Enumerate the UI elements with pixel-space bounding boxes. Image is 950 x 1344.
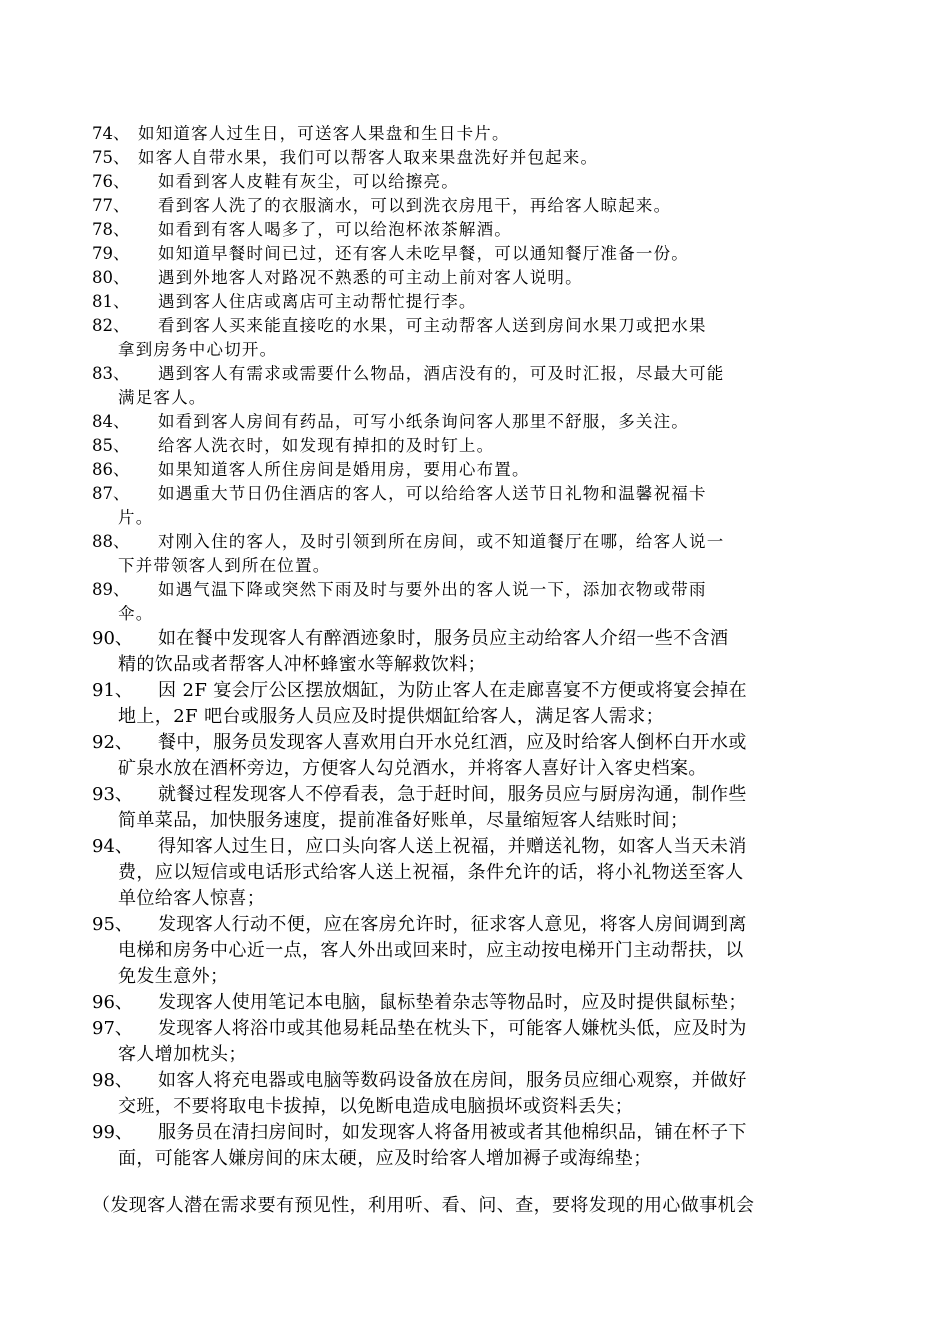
item-number: 89、 <box>92 580 130 599</box>
list-item <box>92 990 862 1016</box>
item-number: 97、 <box>92 1018 133 1039</box>
item-number: 88、 <box>92 532 130 551</box>
list-item <box>92 1068 862 1120</box>
item-number: 94、 <box>92 836 133 857</box>
item-text: 给客人洗衣时，如发现有掉扣的及时钉上。 <box>158 436 495 455</box>
list-item <box>92 170 862 194</box>
item-text: 发现客人行动不便，应在客房允许时，征求客人意见，将客人房间调到离 <box>158 914 747 935</box>
list-item <box>92 410 862 434</box>
list-item <box>92 242 862 266</box>
item-text: 对刚入住的客人，及时引领到所在房间，或不知道餐厅在哪，给客人说一 <box>158 532 725 551</box>
list-item <box>92 194 862 218</box>
item-text: 因 2F 宴会厅公区摆放烟缸，为防止客人在走廊喜宴不方便或将宴会掉在 <box>158 680 747 701</box>
list-item <box>92 626 862 678</box>
list-item <box>92 578 862 626</box>
item-text: 如客人将充电器或电脑等数码设备放在房间，服务员应细心观察，并做好 <box>158 1070 747 1091</box>
item-text-continued: 拿到房务中心切开。 <box>118 340 278 359</box>
item-text: 如知道早餐时间已过，还有客人未吃早餐，可以通知餐厅准备一份。 <box>158 244 689 263</box>
item-text-continued: 简单菜品，加快服务速度，提前准备好账单，尽量缩短客人结账时间； <box>118 810 689 831</box>
item-text-continued: 下并带领客人到所在位置。 <box>118 556 331 575</box>
item-text: 得知客人过生日，应口头向客人送上祝福，并赠送礼物，如客人当天未消 <box>158 836 747 857</box>
item-text: 就餐过程发现客人不停看表，急于赶时间，服务员应与厨房沟通，制作些 <box>158 784 747 805</box>
item-number: 99、 <box>92 1122 133 1143</box>
service-tips-list <box>92 122 862 1172</box>
list-item <box>92 290 862 314</box>
item-text-continued: 单位给客人惊喜； <box>118 888 266 909</box>
item-text-continued: 面，可能客人嫌房间的床太硬，应及时给客人增加褥子或海绵垫； <box>118 1148 652 1169</box>
item-text: 如果知道客人所住房间是婚用房，要用心布置。 <box>158 460 530 479</box>
item-text: 遇到客人住店或离店可主动帮忙提行李。 <box>158 292 477 311</box>
list-item <box>92 122 862 146</box>
item-text: 如看到客人房间有药品，可写小纸条询问客人那里不舒服，多关注。 <box>158 412 689 431</box>
item-text: 看到客人洗了的衣服滴水，可以到洗衣房甩干，再给客人晾起来。 <box>158 196 672 215</box>
item-number: 84、 <box>92 412 130 431</box>
item-number: 92、 <box>92 732 133 753</box>
item-text: 遇到客人有需求或需要什么物品，酒店没有的，可及时汇报，尽最大可能 <box>158 364 725 383</box>
item-text-continued: 电梯和房务中心近一点，客人外出或回来时，应主动按电梯开门主动帮扶，以 <box>118 940 744 961</box>
list-item <box>92 530 862 578</box>
item-text: 如看到客人皮鞋有灰尘，可以给擦亮。 <box>158 172 459 191</box>
list-item <box>92 218 862 242</box>
item-number: 83、 <box>92 364 130 383</box>
item-number: 90、 <box>92 628 133 649</box>
item-number: 91、 <box>92 680 133 701</box>
item-number: 87、 <box>92 484 130 503</box>
list-item <box>92 362 862 410</box>
list-item <box>92 782 862 834</box>
item-text-continued: 满足客人。 <box>118 388 207 407</box>
item-text-continued: 免发生意外； <box>118 966 229 987</box>
item-number: 75、 <box>92 148 130 167</box>
list-item <box>92 434 862 458</box>
item-number: 80、 <box>92 268 130 287</box>
item-number: 82、 <box>92 316 130 335</box>
list-item <box>92 730 862 782</box>
list-item <box>92 1120 862 1172</box>
item-text-continued: 矿泉水放在酒杯旁边，方便客人勾兑酒水，并将客人喜好计入客史档案。 <box>118 758 707 779</box>
item-text-continued: 费，应以短信或电话形式给客人送上祝福，条件允许的话，将小礼物送至客人 <box>118 862 744 883</box>
item-text-continued: 地上，2F 吧台或服务人员应及时提供烟缸给客人，满足客人需求； <box>118 706 665 727</box>
item-text-continued: 精的饮品或者帮客人冲杯蜂蜜水等解救饮料； <box>118 654 486 675</box>
item-text: 服务员在清扫房间时，如发现客人将备用被或者其他棉织品，铺在杯子下 <box>158 1122 747 1143</box>
item-text-continued: 片。 <box>118 508 154 527</box>
list-item <box>92 678 862 730</box>
item-text: 如客人自带水果，我们可以帮客人取来果盘洗好并包起来。 <box>138 148 599 167</box>
item-number: 95、 <box>92 914 133 935</box>
item-text: 遇到外地客人对路况不熟悉的可主动上前对客人说明。 <box>158 268 583 287</box>
item-number: 85、 <box>92 436 130 455</box>
item-number: 78、 <box>92 220 130 239</box>
list-item <box>92 266 862 290</box>
item-text: 发现客人使用笔记本电脑，鼠标垫着杂志等物品时，应及时提供鼠标垫； <box>158 992 747 1013</box>
list-item <box>92 314 862 362</box>
list-item <box>92 912 862 990</box>
item-number: 76、 <box>92 172 130 191</box>
list-item <box>92 834 862 912</box>
item-text-continued: 伞。 <box>118 604 154 623</box>
item-text-continued: 客人增加枕头； <box>118 1044 247 1065</box>
list-item <box>92 1016 862 1068</box>
list-item <box>92 146 862 170</box>
list-item <box>92 458 862 482</box>
item-text: 如遇重大节日仍住酒店的客人，可以给给客人送节日礼物和温馨祝福卡 <box>158 484 707 503</box>
item-number: 93、 <box>92 784 133 805</box>
item-number: 79、 <box>92 244 130 263</box>
item-text: 如知道客人过生日，可送客人果盘和生日卡片。 <box>138 124 510 143</box>
item-number: 96、 <box>92 992 133 1013</box>
item-text: 看到客人买来能直接吃的水果，可主动帮客人送到房间水果刀或把水果 <box>158 316 707 335</box>
item-text-continued: 交班，不要将取电卡拔掉，以免断电造成电脑损坏或资料丢失； <box>118 1096 634 1117</box>
item-number: 81、 <box>92 292 130 311</box>
closing-note: （发现客人潜在需求要有预见性，利用听、看、问、查，要将发现的用心做事机会 <box>92 1195 755 1216</box>
list-item <box>92 482 862 530</box>
item-text: 餐中，服务员发现客人喜欢用白开水兑红酒，应及时给客人倒杯白开水或 <box>158 732 747 753</box>
item-number: 77、 <box>92 196 130 215</box>
item-text: 如遇气温下降或突然下雨及时与要外出的客人说一下，添加衣物或带雨 <box>158 580 707 599</box>
item-text: 如在餐中发现客人有醉酒迹象时，服务员应主动给客人介绍一些不含酒 <box>158 628 729 649</box>
item-number: 86、 <box>92 460 130 479</box>
item-text: 如看到有客人喝多了，可以给泡杯浓茶解酒。 <box>158 220 512 239</box>
item-text: 发现客人将浴巾或其他易耗品垫在枕头下，可能客人嫌枕头低，应及时为 <box>158 1018 747 1039</box>
item-number: 98、 <box>92 1070 133 1091</box>
item-number: 74、 <box>92 124 130 143</box>
